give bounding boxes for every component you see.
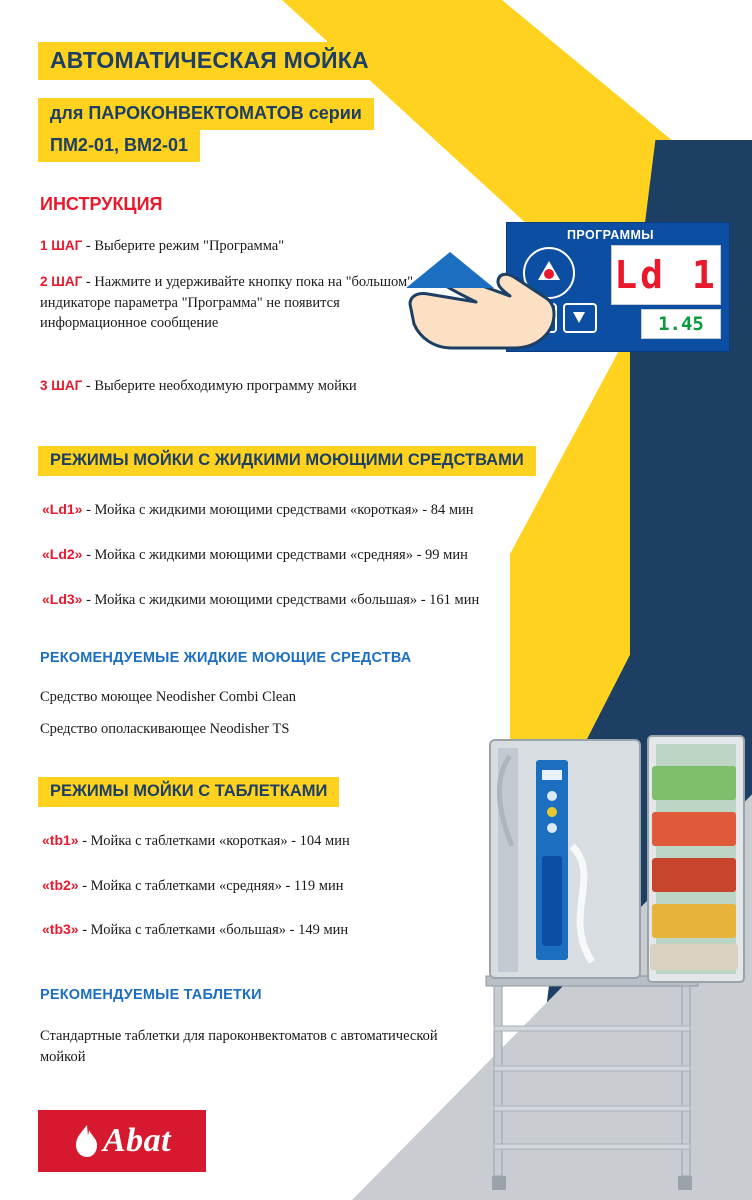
step-1-text: - Выберите режим "Программа" <box>82 238 285 254</box>
mode-ld2-code: «Ld2» <box>42 546 83 562</box>
step-3-label: 3 ШАГ <box>40 378 83 393</box>
mode-ld1-code: «Ld1» <box>42 501 83 517</box>
step-2-text: - Нажмите и удерживайте кнопку пока на "большом" индикаторе параметра "Программа" не появится информационное сообщение <box>40 274 414 332</box>
mode-ld1-text: - Мойка с жидкими моющими средствами «короткая» - 84 мин <box>82 502 474 518</box>
program-display-small: 1.45 <box>641 309 721 339</box>
mode-tb3 <box>42 921 348 939</box>
mode-tb2 <box>42 877 343 895</box>
brand-logo-text: Abat <box>102 1122 172 1159</box>
step-3-text: - Выберите необходимую программу мойки <box>82 378 357 394</box>
mode-tb1-text: - Мойка с таблетками «короткая» - 104 мин <box>78 833 350 849</box>
mode-tb2-text: - Мойка с таблетками «средняя» - 119 мин <box>78 878 344 894</box>
mode-ld3-code: «Ld3» <box>42 591 83 607</box>
recommended-tablets-item-1: Стандартные таблетки для пароконвектоматов с автоматической мойкой <box>40 1028 438 1066</box>
mode-ld3 <box>42 591 479 609</box>
recommended-tablets-heading: РЕКОМЕНДУЕМЫЕ ТАБЛЕТКИ <box>40 987 262 1003</box>
page-title <box>38 42 381 80</box>
step-1-label: 1 ШАГ <box>40 238 83 253</box>
recommended-liquid-item-2: Средство ополаскивающее Neodisher TS <box>40 721 290 737</box>
arrow-down-icon <box>573 312 585 323</box>
section-title-liquid <box>38 446 536 476</box>
mode-tb3-code: «tb3» <box>42 921 79 937</box>
mode-tb2-code: «tb2» <box>42 877 79 893</box>
mode-ld3-text: - Мойка с жидкими моющими средствами «большая» - 161 мин <box>82 592 480 608</box>
down-arrow-button[interactable] <box>563 303 597 333</box>
oven-illustration <box>452 726 752 1200</box>
brand-logo <box>38 1110 206 1172</box>
control-panel-title: ПРОГРАММЫ <box>567 228 654 242</box>
step-2-label: 2 ШАГ <box>40 274 83 289</box>
mode-ld2-text: - Мойка с жидкими моющими средствами «средняя» - 99 мин <box>82 547 468 563</box>
section-title-tablets <box>38 777 339 807</box>
page-subtitle-line1-text: для ПАРОКОНВЕКТОМАТОВ серии <box>38 98 374 130</box>
page-subtitle-line2-text: ПМ2-01, ВМ2-01 <box>38 130 200 162</box>
page-subtitle-line2 <box>38 130 200 162</box>
instruction-heading: ИНСТРУКЦИЯ <box>40 194 163 214</box>
program-display-large: Ld 1 <box>611 245 721 305</box>
mode-ld2 <box>42 546 468 564</box>
mode-tb3-text: - Мойка с таблетками «большая» - 149 мин <box>78 922 349 938</box>
section-title-liquid-text: РЕЖИМЫ МОЙКИ С ЖИДКИМИ МОЮЩИМИ СРЕДСТВАМИ <box>38 446 536 476</box>
instruction-step-1 <box>40 236 284 257</box>
mode-ld1 <box>42 501 474 519</box>
blue-triangle-pointer-icon <box>406 252 494 288</box>
recommended-liquid-item-1: Средство моющее Neodisher Combi Clean <box>40 689 297 705</box>
instruction-step-3 <box>40 376 357 397</box>
pointing-hand-illustration <box>406 252 556 362</box>
section-title-tablets-text: РЕЖИМЫ МОЙКИ С ТАБЛЕТКАМИ <box>38 777 339 807</box>
page-subtitle-line1 <box>38 98 374 130</box>
mode-tb1-code: «tb1» <box>42 832 79 848</box>
mode-tb1 <box>42 832 350 850</box>
recommended-liquids-heading: РЕКОМЕНДУЕМЫЕ ЖИДКИЕ МОЮЩИЕ СРЕДСТВА <box>40 650 412 666</box>
instruction-step-2 <box>40 272 440 334</box>
flame-icon <box>73 1124 99 1158</box>
page-title-text: АВТОМАТИЧЕСКАЯ МОЙКА <box>38 42 381 80</box>
